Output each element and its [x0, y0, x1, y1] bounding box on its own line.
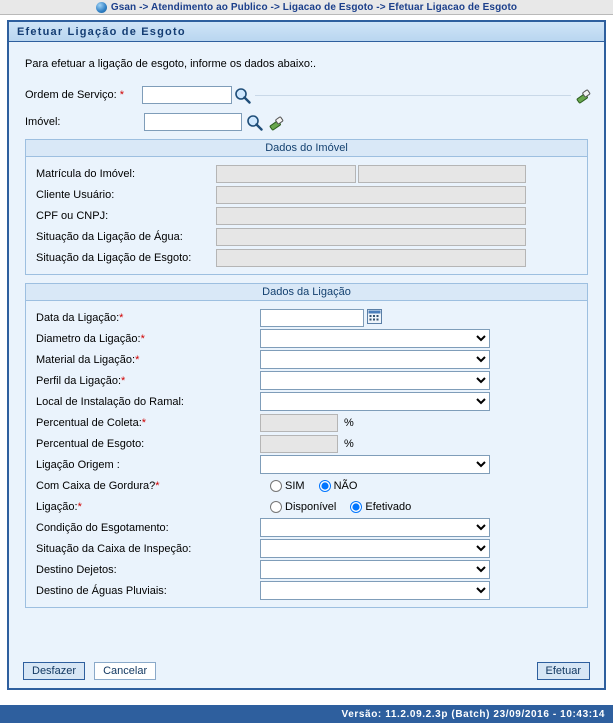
ligacao-option-disponivel[interactable]	[270, 501, 336, 513]
ligacao-radio-disponivel[interactable]	[270, 501, 282, 513]
perfil-ligacao-select[interactable]	[260, 371, 490, 390]
required-mark: *	[135, 353, 140, 366]
percentual-coleta-suffix: %	[344, 416, 354, 429]
ligacao-option-efetivado[interactable]	[350, 501, 411, 513]
percentual-coleta-label: Percentual de Coleta:	[36, 416, 142, 429]
cliente-usuario-row	[36, 184, 581, 205]
dados-ligacao-body	[26, 301, 587, 607]
destino-aguas-pluviais-row	[36, 580, 581, 601]
condicao-esgotamento-row	[36, 517, 581, 538]
situacao-caixa-inspecao-select[interactable]	[260, 539, 490, 558]
cancelar-button[interactable]: Cancelar	[94, 662, 156, 680]
page-title: Efetuar Ligação de Esgoto	[9, 22, 604, 42]
destino-aguas-pluviais-select[interactable]	[260, 581, 490, 600]
required-mark: *	[141, 416, 147, 429]
ligacao-row	[36, 496, 581, 517]
cpf-cnpj-input	[216, 207, 526, 225]
situacao-ligacao-esgoto-label: Situação da Ligação de Esgoto:	[36, 251, 192, 264]
situacao-caixa-inspecao-row	[36, 538, 581, 559]
dados-imovel-section	[25, 139, 588, 275]
situacao-ligacao-agua-row	[36, 226, 581, 247]
caixa-gordura-radio-nao[interactable]	[319, 480, 331, 492]
situacao-ligacao-esgoto-row	[36, 247, 581, 268]
button-bar	[9, 662, 604, 680]
ligacao-radio-efetivado[interactable]	[350, 501, 362, 513]
perfil-ligacao-row	[36, 370, 581, 391]
magnifier-icon[interactable]	[234, 87, 251, 104]
material-ligacao-row	[36, 349, 581, 370]
breadcrumb-text[interactable]: Gsan -> Atendimento ao Publico -> Ligacao de Esgoto -> Efetuar Ligacao de Esgoto	[110, 1, 518, 13]
eraser-icon[interactable]	[575, 87, 592, 104]
desfazer-button[interactable]: Desfazer	[23, 662, 85, 680]
ligacao-radio-group	[270, 501, 421, 513]
diametro-ligacao-label: Diametro da Ligação:	[36, 332, 141, 345]
caixa-gordura-radio-group	[270, 480, 367, 492]
caixa-gordura-option-nao[interactable]	[319, 480, 358, 492]
diametro-ligacao-row	[36, 328, 581, 349]
ordem-servico-row	[25, 84, 592, 106]
percentual-coleta-row	[36, 412, 581, 433]
percentual-coleta-input[interactable]	[260, 414, 338, 432]
magnifier-icon[interactable]	[246, 114, 263, 131]
cliente-usuario-input	[216, 186, 526, 204]
left-buttons	[23, 662, 156, 680]
diametro-ligacao-select[interactable]	[260, 329, 490, 348]
ordem-servico-required-mark: *	[116, 89, 125, 101]
globe-icon	[96, 2, 107, 13]
ligacao-label: Ligação:	[36, 500, 78, 513]
calendar-icon[interactable]	[367, 309, 382, 327]
ligacao-origem-row	[36, 454, 581, 475]
dados-ligacao-section	[25, 283, 588, 608]
caixa-gordura-option-sim[interactable]	[270, 480, 305, 492]
ligacao-origem-label: Ligação Origem :	[36, 458, 120, 471]
caixa-gordura-sim-label: SIM	[285, 479, 305, 492]
dados-imovel-header: Dados do Imóvel	[26, 140, 587, 157]
destino-aguas-pluviais-label: Destino de Águas Pluviais:	[36, 584, 167, 597]
cpf-cnpj-row	[36, 205, 581, 226]
caixa-gordura-row	[36, 475, 581, 496]
condicao-esgotamento-select[interactable]	[260, 518, 490, 537]
ligacao-efetivado-label: Efetivado	[365, 500, 412, 513]
material-ligacao-select[interactable]	[260, 350, 490, 369]
divider	[255, 95, 571, 96]
ordem-servico-input[interactable]	[142, 86, 232, 104]
ligacao-origem-select[interactable]	[260, 455, 490, 474]
footer-version-bar	[0, 705, 613, 723]
required-mark: *	[121, 374, 126, 387]
ligacao-disponivel-label: Disponível	[285, 500, 337, 513]
required-mark: *	[140, 332, 145, 345]
efetuar-button[interactable]: Efetuar	[537, 662, 590, 680]
cliente-usuario-label: Cliente Usuário:	[36, 188, 115, 201]
ordem-servico-label: Ordem de Serviço:	[25, 89, 117, 101]
situacao-ligacao-agua-input	[216, 228, 526, 246]
imovel-input[interactable]	[144, 113, 242, 131]
dados-ligacao-header: Dados da Ligação	[26, 284, 587, 301]
caixa-gordura-radio-sim[interactable]	[270, 480, 282, 492]
destino-dejetos-row	[36, 559, 581, 580]
matricula-imovel-label: Matrícula do Imóvel:	[36, 167, 136, 180]
percentual-esgoto-label: Percentual de Esgoto:	[36, 437, 145, 450]
condicao-esgotamento-label: Condição do Esgotamento:	[36, 521, 169, 534]
eraser-icon[interactable]	[268, 114, 285, 131]
percentual-esgoto-row	[36, 433, 581, 454]
caixa-gordura-nao-label: NÃO	[333, 479, 358, 492]
required-mark: *	[119, 311, 124, 324]
percentual-esgoto-input[interactable]	[260, 435, 338, 453]
caixa-gordura-label: Com Caixa de Gordura?	[36, 479, 156, 492]
material-ligacao-label: Material da Ligação:	[36, 353, 136, 366]
cpf-cnpj-label: CPF ou CNPJ:	[36, 209, 109, 222]
destino-dejetos-select[interactable]	[260, 560, 490, 579]
imovel-row	[25, 111, 592, 133]
local-instalacao-ramal-label: Local de Instalação do Ramal:	[36, 395, 184, 408]
situacao-ligacao-esgoto-input	[216, 249, 526, 267]
perfil-ligacao-label: Perfil da Ligação:	[36, 374, 121, 387]
required-mark: *	[155, 479, 160, 492]
situacao-ligacao-agua-label: Situação da Ligação de Água:	[36, 230, 183, 243]
required-mark: *	[77, 500, 82, 513]
imovel-label: Imóvel:	[25, 116, 61, 128]
matricula-imovel-desc-input	[358, 165, 526, 183]
data-ligacao-row	[36, 307, 581, 328]
main-panel	[7, 20, 606, 690]
matricula-imovel-input	[216, 165, 356, 183]
intro-text: Para efetuar a ligação de esgoto, informe os dados abaixo:.	[25, 58, 317, 70]
breadcrumb	[0, 0, 613, 15]
local-instalacao-ramal-row	[36, 391, 581, 412]
footer-version-text: Versão: 11.2.09.2.3p (Batch) 23/09/2016 - 10:43:14	[341, 708, 605, 720]
data-ligacao-label: Data da Ligação:	[36, 311, 120, 324]
destino-dejetos-label: Destino Dejetos:	[36, 563, 117, 576]
situacao-caixa-inspecao-label: Situação da Caixa de Inspeção:	[36, 542, 192, 555]
matricula-imovel-row	[36, 163, 581, 184]
percentual-esgoto-suffix: %	[344, 437, 354, 450]
local-instalacao-ramal-select[interactable]	[260, 392, 490, 411]
panel-body	[9, 42, 604, 688]
data-ligacao-input[interactable]	[260, 309, 364, 327]
dados-imovel-body	[26, 157, 587, 274]
right-buttons	[537, 662, 590, 680]
